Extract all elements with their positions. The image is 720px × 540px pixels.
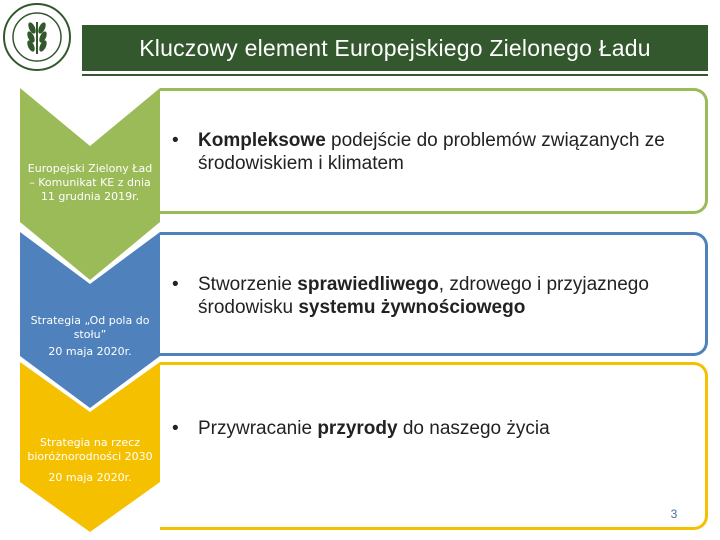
bullet-text-3: • Przywracanie przyrody do naszego życia [172, 418, 550, 439]
page-title: Kluczowy element Europejskiego Zielonego Ładu [139, 34, 651, 61]
chevron-yellow [20, 362, 160, 532]
wheat-seal-icon [2, 2, 72, 72]
page-number: 3 [670, 507, 678, 521]
bullet-icon: • [172, 274, 179, 295]
chevron-label-2: Strategia „Od pola do stołu” 20 maja 2020r. [30, 314, 150, 358]
content-box-2 [160, 232, 708, 356]
bullet-text-2: • Stworzenie sprawiedliwego, zdrowego i przyjaznego środowisku systemu żywnościowego [172, 274, 649, 318]
content-box-3 [160, 362, 708, 530]
bullet-icon: • [172, 130, 179, 151]
bullet-text-1: • Kompleksowe podejście do problemów związanych ze środowiskiem i klimatem [172, 130, 665, 174]
chevron-label-3: Strategia na rzecz bioróżnorodności 2030 20 maja 2020r. [27, 436, 153, 484]
title-bar [82, 25, 708, 71]
chevron-label-1: Europejski Zielony Ład – Komunikat KE z dnia 11 grudnia 2019r. [27, 162, 153, 203]
title-underline [82, 74, 708, 76]
university-logo [2, 2, 72, 72]
content-box-1 [160, 88, 708, 214]
bullet-icon: • [172, 418, 179, 439]
